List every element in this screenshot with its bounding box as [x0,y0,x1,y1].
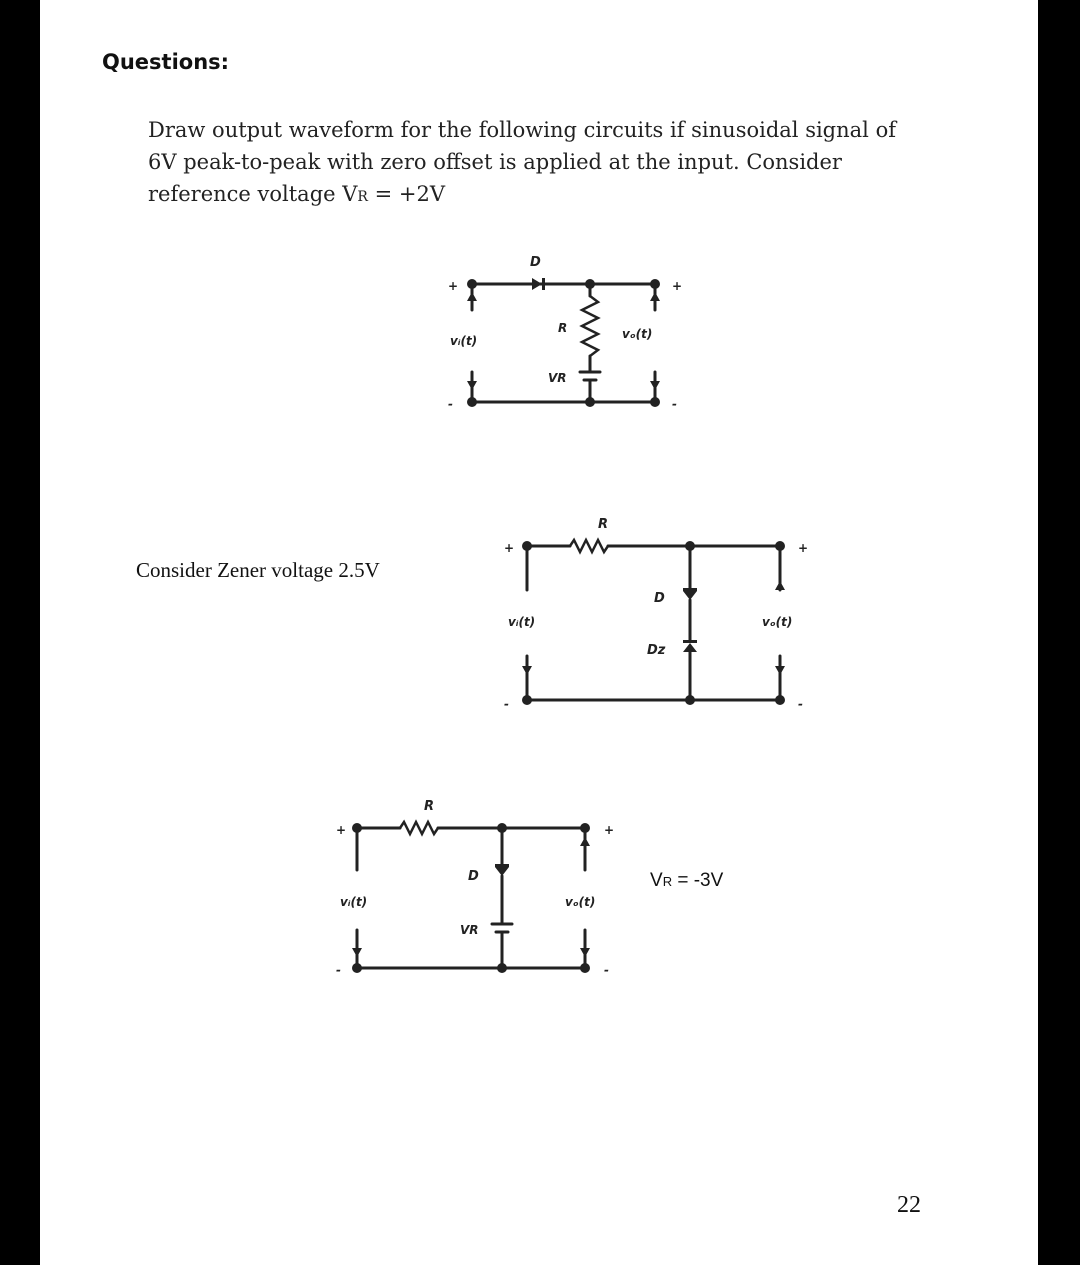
c2-node [522,541,532,551]
c2-diode-icon [683,591,697,600]
c3-in-arrowhead-down [352,948,362,957]
c2-resistor [570,540,608,552]
c2-plus: + [504,541,515,555]
c1-minus: - [448,397,453,411]
c1-out-arrowhead-up [650,292,660,301]
c1-node [650,397,660,407]
vr3-sub: R [662,874,673,889]
c2-node [685,541,695,551]
c2-zener-icon [683,643,697,652]
c1-resistor-label: R [558,321,568,335]
c2-input-label: vᵢ(t) [508,615,536,629]
c3-resistor-label: R [424,799,435,814]
page-number: 22 [897,1192,921,1218]
c2-node [522,695,532,705]
c1-vr-label: VR [548,371,567,385]
c3-node [580,823,590,833]
c2-zener-label: Dz [647,643,666,658]
circuit2 [527,540,780,700]
c1-node [585,279,595,289]
c3-diode-bar [495,864,509,867]
c3-out-plus: + [604,823,615,837]
vr3-suffix: = -3V [672,870,724,891]
c3-out-minus: - [604,963,609,977]
c2-node [775,541,785,551]
c3-out-arrowhead-down [580,948,590,957]
c3-node [352,963,362,973]
vr3-prefix: V [650,870,663,891]
c1-node [650,279,660,289]
question-line-1: Draw output waveform for the following circuits if sinusoidal signal of [148,118,896,142]
c3-node [580,963,590,973]
c3-node [497,823,507,833]
question-line-3-sub: R [357,189,368,205]
c3-node [497,963,507,973]
c3-output-label: vₒ(t) [565,895,596,909]
question-line-3-suffix: = +2V [367,182,446,206]
c2-out-plus: + [798,541,809,555]
question-line-2: 6V peak-to-peak with zero offset is applied at the input. Consider [148,150,842,174]
c3-input-label: vᵢ(t) [340,895,368,909]
c3-node [352,823,362,833]
c1-out-minus: - [672,397,677,411]
c3-minus: - [336,963,341,977]
c3-resistor [400,822,438,834]
c1-node [467,279,477,289]
c2-node [685,695,695,705]
c1-diode-bar [542,278,545,290]
c1-out-plus: + [672,279,683,293]
c3-diode-icon [495,867,509,876]
c1-in-arrowhead-up [467,292,477,301]
c3-vr-label: VR [460,923,479,937]
zener-voltage-note: Consider Zener voltage 2.5V [136,558,380,582]
c3-diode-label: D [468,869,479,884]
c2-out-arrowhead-down [775,666,785,675]
c2-node [775,695,785,705]
c1-node [585,397,595,407]
c1-input-label: vᵢ(t) [450,334,478,348]
c1-node [467,397,477,407]
c2-in-arrowhead-down [522,666,532,675]
c1-out-arrowhead-down [650,381,660,390]
c3-plus: + [336,823,347,837]
c2-zener-bar [683,640,697,643]
c1-plus: + [448,279,459,293]
c1-in-arrowhead-down [467,381,477,390]
question-line-3-prefix: reference voltage V [148,182,358,206]
c2-diode-bar [683,588,697,591]
c2-out-arrowhead-up [775,581,785,590]
questions-heading: Questions: [102,50,230,74]
circuit3 [357,822,585,968]
c2-diode-label: D [654,591,665,606]
c2-minus: - [504,697,509,711]
c3-out-arrowhead-up [580,837,590,846]
c2-output-label: vₒ(t) [762,615,793,629]
c1-output-label: vₒ(t) [622,327,653,341]
c1-diode-icon [532,278,542,290]
c2-resistor-label: R [598,517,609,532]
c1-resistor [582,296,598,356]
c1-diode-label: D [530,255,541,270]
c2-out-minus: - [798,697,803,711]
